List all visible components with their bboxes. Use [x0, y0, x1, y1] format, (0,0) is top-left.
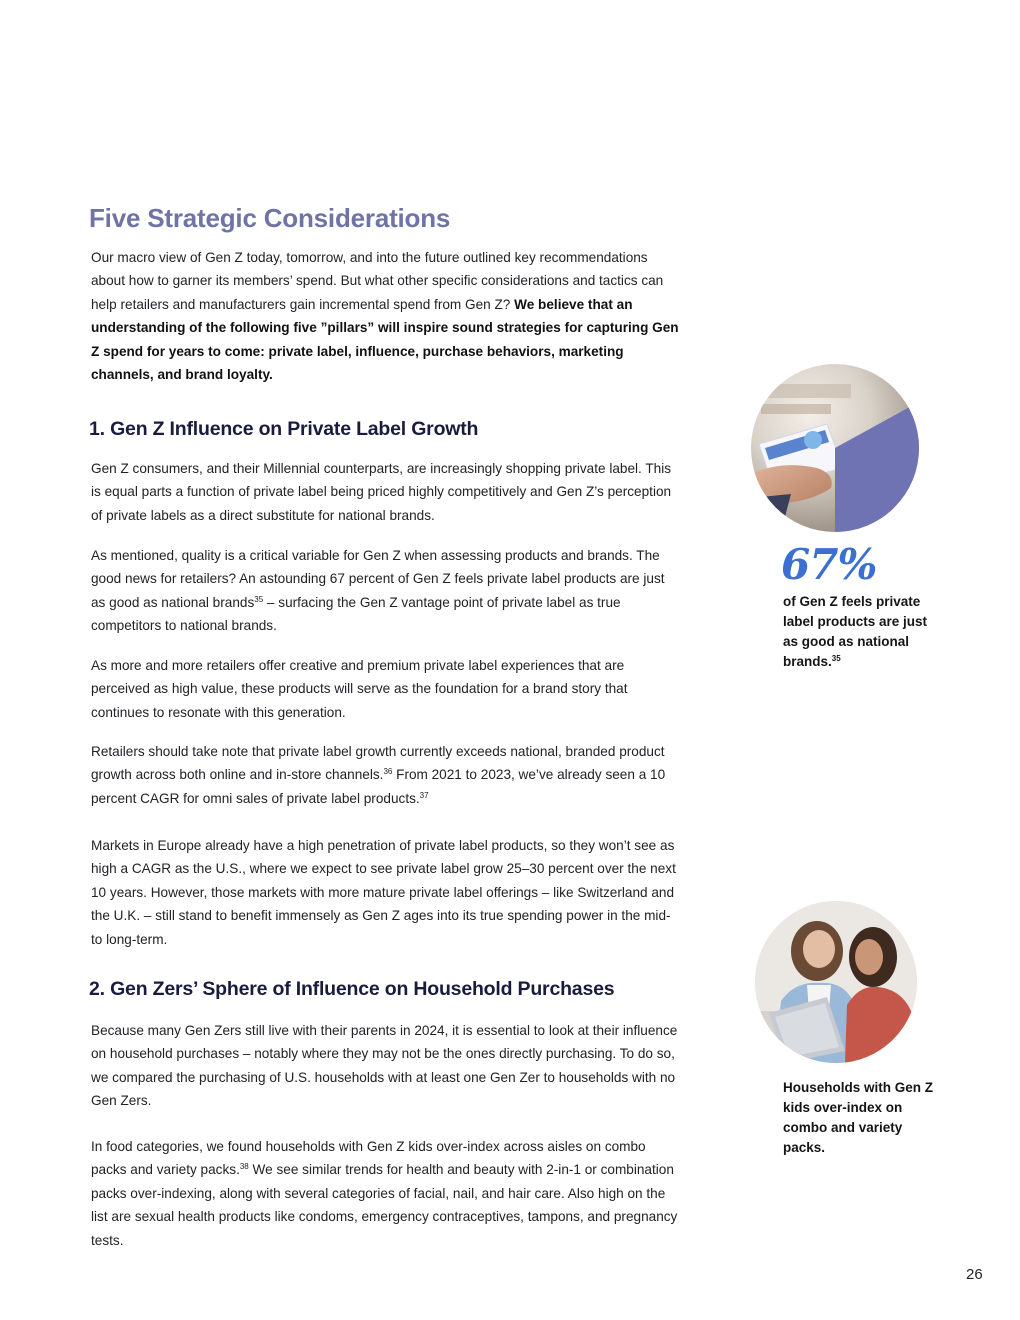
- pillar1-paragraph-2: [91, 544, 681, 638]
- intro-bold-text: We believe that an understanding of the following five ”pillars” will inspire sound strategies for capturing Gen Z spend for years to come: private label, influence, purchase behaviors, marketing channels, and brand loyalty.: [91, 296, 679, 383]
- store-shelf: [751, 384, 851, 398]
- pillar1-paragraph-1: Gen Z consumers, and their Millennial counterparts, are increasingly shopping private label. This is equal parts a function of private label being priced highly competitively and Gen Z’s perception of private labels as a direct substitute for national brands.: [91, 461, 672, 523]
- stat-value: 67%: [781, 540, 877, 589]
- private-label-pie-graphic: [751, 364, 919, 532]
- page-number: 26: [966, 1266, 983, 1283]
- footnote-ref: 35: [831, 654, 841, 663]
- pillar2-p2-text-b: We see similar trends for health and beauty with 2-in-1 or combination packs over-indexing, along with several categories of facial, nail, and hair care. Also high on the list are sexual health products like condoms, emergency contraceptives, tampons, and pregnancy tests.: [91, 1162, 678, 1248]
- pillar2-paragraph-1: Because many Gen Zers still live with their parents in 2024, it is essential to look at their influence on household purchases – notably where they may not be the ones directly purchasing. To do so, we compared the purchasing of U.S. households with at least one Gen Zer to households with no Gen Zers.: [91, 1023, 678, 1109]
- pillar1-p2-text-a: As mentioned, quality is a critical variable for Gen Z when assessing products and brands. The good news for retailers? An astounding 67 percent of Gen Z feels private label products are just as good as national brands: [91, 548, 665, 610]
- pillar1-paragraph-4: [91, 740, 681, 810]
- pillar2-title: 2. Gen Zers’ Sphere of Influence on Household Purchases: [89, 978, 615, 1000]
- intro-text: Our macro view of Gen Z today, tomorrow, and into the future outlined key recommendations about how to garner its members’ spend. But what other specific considerations and tactics can help retailers and manufacturers gain incremental spend from Gen Z?: [91, 250, 664, 312]
- footnote-ref: 38: [239, 1162, 249, 1172]
- product-logo: [804, 431, 822, 449]
- household-caption: Households with Gen Z kids over-index on combo and variety packs.: [783, 1080, 934, 1155]
- household-photo: [755, 901, 917, 1063]
- intro-paragraph: [91, 246, 681, 386]
- pillar1-p2-text-b: – surfacing the Gen Z vantage point of private label as true competitors to national brands.: [91, 594, 621, 634]
- pillar1-p4-text-b: From 2021 to 2023, we’ve already seen a 10 percent CAGR for omni sales of private label products.: [91, 767, 666, 806]
- stat-caption-text: of Gen Z feels private label products are just as good as national brands.: [783, 594, 928, 669]
- footnote-ref: 37: [419, 790, 429, 800]
- private-label-photo-pie: [751, 364, 919, 532]
- pillar1-paragraph-3: As more and more retailers offer creative and premium private label experiences that are perceived as high value, these products will serve as the foundation for a brand story that continues to resonate with this generation.: [91, 658, 628, 720]
- pillar1-p4-text-a: Retailers should take note that private label growth currently exceeds national, branded product growth across both online and in-store channels.: [91, 744, 665, 783]
- mother-face: [803, 930, 835, 968]
- daughter-face: [855, 939, 883, 975]
- store-shelf: [761, 404, 831, 414]
- footnote-ref: 36: [383, 767, 393, 777]
- pillar2-p2-text-a: In food categories, we found households with Gen Z kids over-index across aisles on combo packs and variety packs.: [91, 1139, 646, 1178]
- pillar1-paragraph-5: Markets in Europe already have a high penetration of private label products, so they won’t see as high a CAGR as the U.S., where we expect to see private label grow 25–30 percent over the next 10 years. However, those markets with more mature private label offerings – like Switzerland and the U.K. – still stand to benefit immensely as Gen Z ages into its true spending power in the mid- to long-term.: [91, 838, 676, 947]
- sleeve: [751, 494, 791, 532]
- household-photo-graphic: [755, 901, 917, 1063]
- stat-caption: [783, 592, 933, 672]
- footnote-ref: 35: [254, 594, 264, 604]
- pillar1-title: 1. Gen Z Influence on Private Label Growth: [89, 418, 479, 440]
- pillar2-paragraph-2: [91, 1135, 681, 1252]
- section-title: Five Strategic Considerations: [89, 203, 451, 233]
